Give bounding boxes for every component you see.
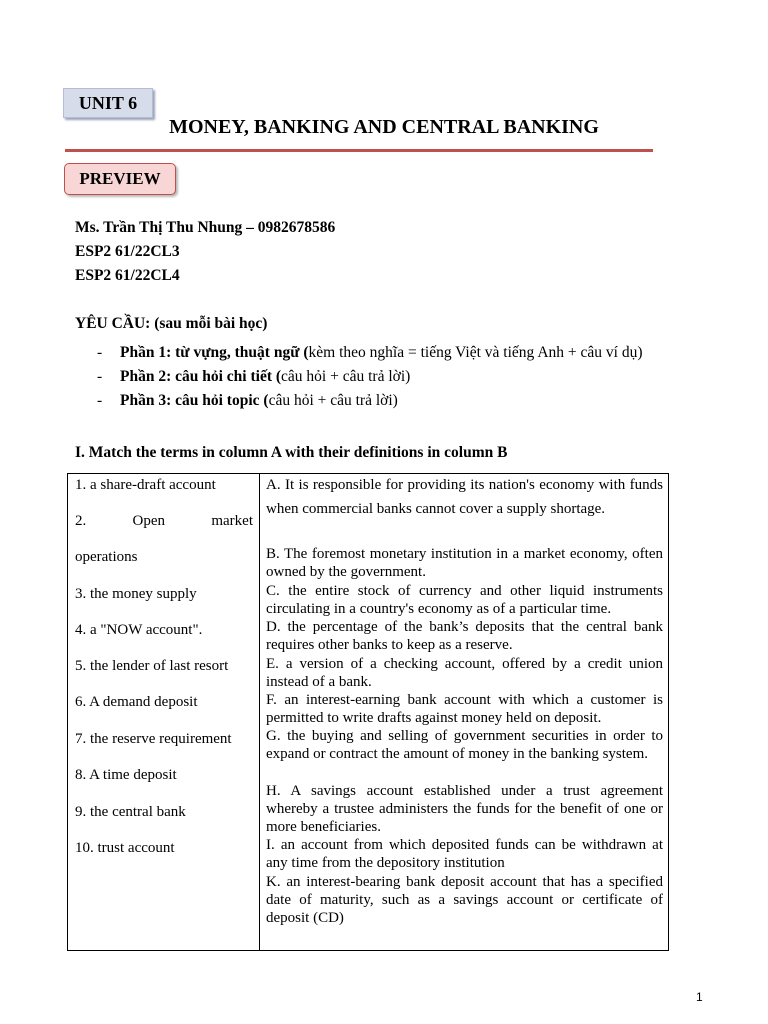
definition-item: A. It is responsible for providing its nation's economy with funds when commercial banks cannot cover a supply shortage.	[266, 477, 663, 517]
term-word: Open	[132, 513, 166, 529]
requirement-label: Phần 2: câu hỏi chi tiết (	[120, 368, 282, 385]
term-item: 3. the money supply	[75, 586, 197, 602]
term-item: 10. trust account	[75, 840, 175, 856]
list-item	[97, 365, 642, 389]
term-word: market	[211, 513, 253, 529]
matching-table	[67, 473, 669, 951]
term-item: 5. the lender of last resort	[75, 658, 229, 674]
teacher-info	[75, 216, 335, 288]
definition-item: K. an interest-bearing bank deposit account that has a specified date of maturity, such as a savings account or certificate of deposit (CD)	[266, 874, 663, 927]
definition-item: C. the entire stock of currency and other liquid instruments circulating in a country's economy as of a particular time.	[266, 583, 663, 618]
term-word: 2.	[75, 513, 87, 529]
requirement-label: Phần 1: từ vựng, thuật ngữ (	[120, 344, 309, 361]
preview-badge: PREVIEW	[64, 163, 176, 195]
term-item: 9. the central bank	[75, 804, 186, 820]
requirement-text: kèm theo nghĩa = tiếng Việt và tiếng Anh + câu ví dụ)	[308, 344, 643, 361]
exercise-title: I. Match the terms in column A with their definitions in column B	[75, 444, 508, 461]
definition-item: H. A savings account established under a trust agreement whereby a trustee administers the funds for the benefit of one or more beneficiaries.	[266, 783, 663, 836]
definition-item: I. an account from which deposited funds can be withdrawn at any time from the depository institution	[266, 837, 663, 872]
term-item: 8. A time deposit	[75, 767, 177, 783]
column-divider	[259, 474, 260, 950]
requirements-title: YÊU CẦU: (sau mỗi bài học)	[75, 315, 268, 332]
term-item: 1. a share-draft account	[75, 477, 216, 493]
definition-item: D. the percentage of the bank’s deposits that the central bank requires other banks to keep as a reserve.	[266, 619, 663, 654]
unit-badge: UNIT 6	[63, 88, 153, 118]
term-item-continued: operations	[75, 549, 138, 565]
requirement-text: câu hỏi + câu trả lời)	[281, 368, 411, 385]
requirements-list	[97, 341, 642, 413]
definition-item: G. the buying and selling of government securities in order to expand or contract the amount of money in the banking system.	[266, 728, 663, 763]
list-item	[97, 389, 642, 413]
bullet-dash: -	[97, 368, 103, 385]
bullet-dash: -	[97, 392, 103, 409]
definition-item: B. The foremost monetary institution in a market economy, often owned by the government.	[266, 546, 663, 581]
teacher-name: Ms. Trần Thị Thu Nhung – 0982678586	[75, 219, 336, 236]
page-title: MONEY, BANKING AND CENTRAL BANKING	[169, 116, 599, 138]
class-code-1: ESP2 61/22CL3	[75, 243, 180, 260]
definition-item: E. a version of a checking account, offered by a credit union instead of a bank.	[266, 656, 663, 691]
class-code-2: ESP2 61/22CL4	[75, 267, 180, 284]
term-item: 4. a "NOW account".	[75, 622, 203, 638]
list-item	[97, 341, 642, 365]
requirement-label: Phần 3: câu hỏi topic (	[120, 392, 269, 409]
term-item: 6. A demand deposit	[75, 694, 198, 710]
definition-item: F. an interest-earning bank account with which a customer is permitted to write drafts against money held on deposit.	[266, 692, 663, 727]
bullet-dash: -	[97, 344, 103, 361]
title-underline	[65, 149, 653, 152]
term-item	[75, 510, 253, 532]
requirement-text: câu hỏi + câu trả lời)	[268, 392, 398, 409]
page-number: 1	[696, 990, 703, 1004]
term-item: 7. the reserve requirement	[75, 731, 232, 747]
